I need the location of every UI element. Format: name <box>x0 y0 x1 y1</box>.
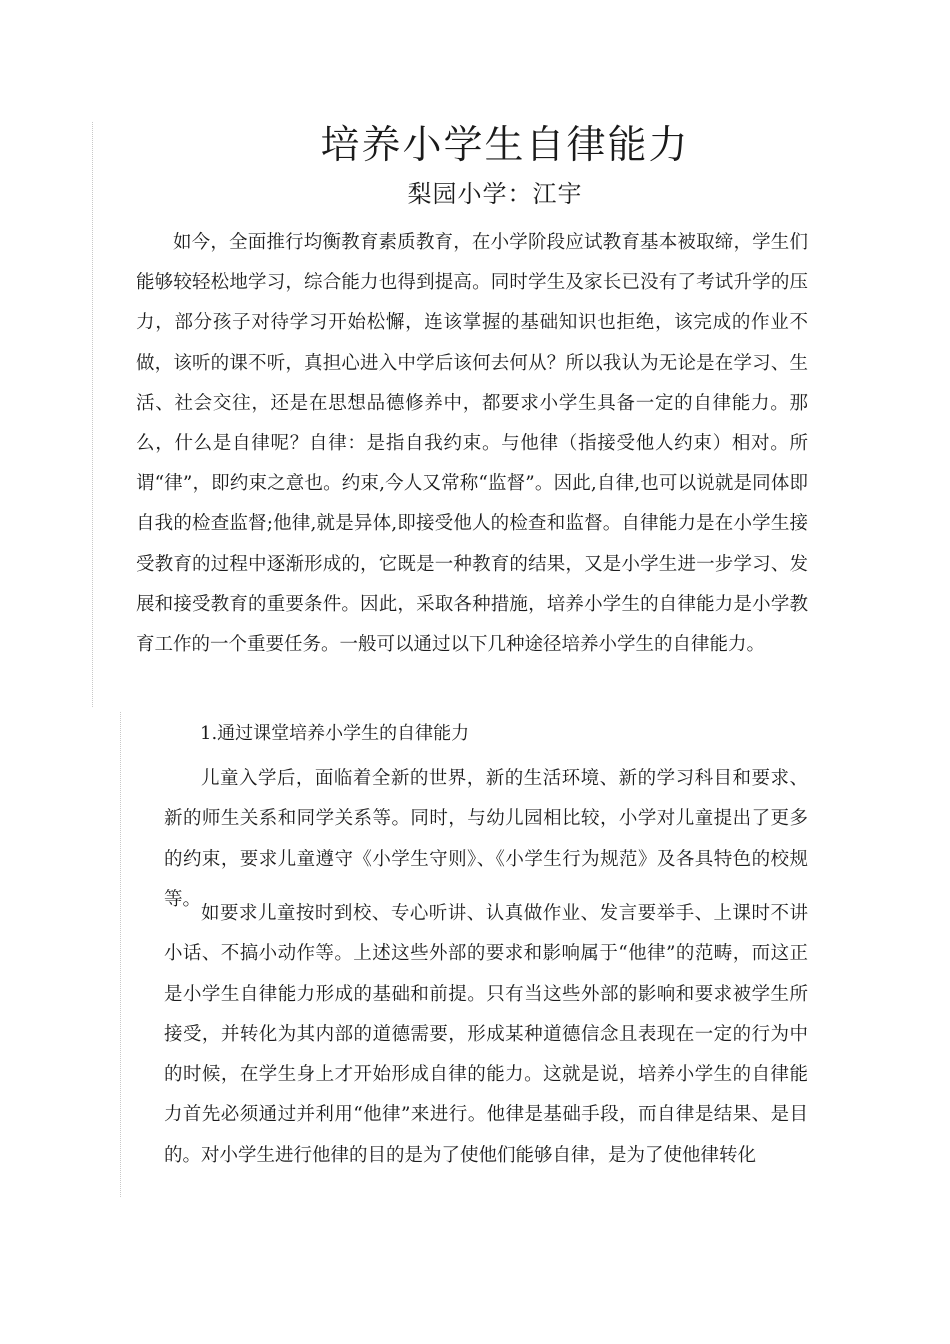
section-heading: 1.通过课堂培养小学生的自律能力 <box>200 723 470 744</box>
author-line: 梨园小学：江宇 <box>407 180 583 208</box>
document-title: 培养小学生自律能力 <box>320 123 690 168</box>
body-paragraph: 如要求儿童按时到校、专心听讲、认真做作业、发言要举手、上课时不讲小话、不搞小动作等。上述这些外部的要求和影响属于“他律”的范畴，而这正是小学生自律能力形成的基础和前提。只有当这些外部的影响和要求被学生所接受，并转化为其内部的道德需要，形成某种道德信念且表现在一定的行为中的时候，在学生身上才开始形成自律的能力。这就是说，培养小学生的自律能力首先必须通过并利用“他律”来进行。他律是基础手段，而自律是结果、是目的。对小学生进行他律的目的是为了使他们能够自律，是为了使他律转化 <box>164 903 808 1166</box>
body-paragraph: 儿童入学后，面临着全新的世界，新的生活环境、新的学习科目和要求、新的师生关系和同学关系等。同时，与幼儿园相比较，小学对儿童提出了更多的约束，要求儿童遵守《小学生守则》、《小学生行为规范》及各具特色的校规等。 <box>164 768 808 910</box>
intro-paragraph: 如今，全面推行均衡教育素质教育，在小学阶段应试教育基本被取缔，学生们能够较轻松地学习，综合能力也得到提高。同时学生及家长已没有了考试升学的压力，部分孩子对待学习开始松懈，连该掌握的基础知识也拒绝，该完成的作业不做，该听的课不听，真担心进入中学后该何去何从？所以我认为无论是在学习、生活、社会交往，还是在思想品德修养中，都要求小学生具备一定的自律能力。那么，什么是自律呢？自律：是指自我约束。与他律（指接受他人约束）相对。所谓“律”，即约束之意也。约束,今人又常称“监督”。因此,自律,也可以说就是同体即自我的检查监督;他律,就是异体,即接受他人的检查和监督。自律能力是在小学生接受教育的过程中逐渐形成的，它既是一种教育的结果，又是小学生进一步学习、发展和接受教育的重要条件。因此，采取各种措施，培养小学生的自律能力是小学教育工作的一个重要任务。一般可以通过以下几种途径培养小学生的自律能力。 <box>136 232 808 656</box>
margin-guide-line <box>120 712 121 1197</box>
